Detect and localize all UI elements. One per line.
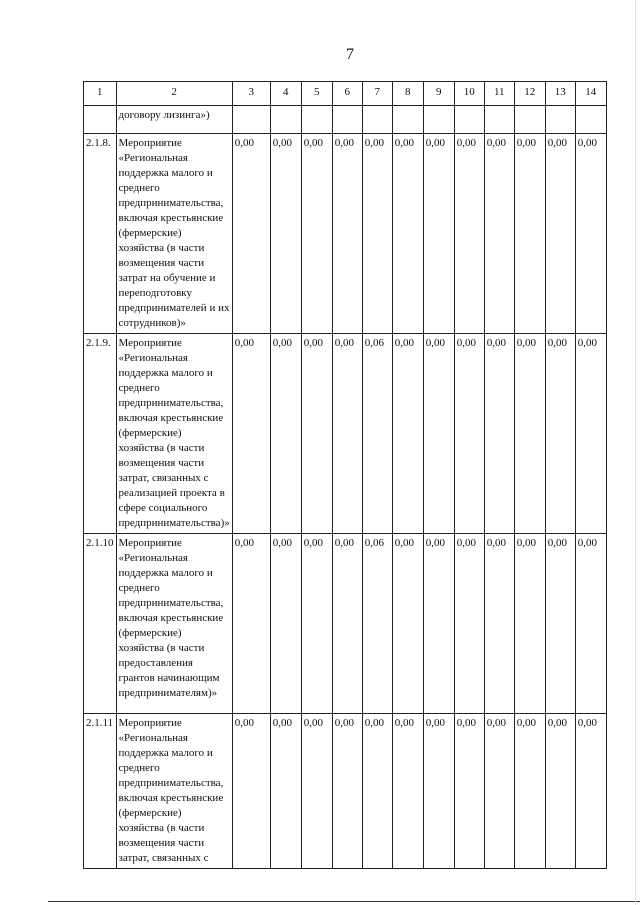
value-cell	[454, 106, 484, 134]
column-header: 12	[514, 82, 545, 106]
table-row	[84, 534, 607, 714]
table-row	[84, 334, 607, 534]
value-cell: 0,00	[301, 334, 332, 534]
table-row	[84, 106, 607, 134]
value-cell: 0,00	[392, 334, 423, 534]
value-cell: 0,00	[270, 714, 301, 869]
value-cell: 0,06	[362, 334, 392, 534]
value-cell	[545, 106, 575, 134]
value-cell	[332, 106, 362, 134]
value-cell: 0,00	[575, 714, 606, 869]
value-cell	[514, 106, 545, 134]
value-cell: 0,00	[423, 134, 454, 334]
row-number: 2.1.10	[84, 534, 117, 714]
column-header: 6	[332, 82, 362, 106]
column-header: 8	[392, 82, 423, 106]
table-row	[84, 714, 607, 869]
column-header: 2	[116, 82, 232, 106]
value-cell: 0,00	[484, 334, 514, 534]
row-number: 2.1.11	[84, 714, 117, 869]
value-cell	[301, 106, 332, 134]
row-description: Мероприятие «Региональная поддержка малого и среднего предпринимательства, включая крестьянские (фермерские) хозяйства (в части возмещения части затрат на обучение и переподготовку предпринимателей и их сотрудников)»	[116, 134, 232, 334]
value-cell: 0,00	[454, 334, 484, 534]
value-cell: 0,00	[270, 534, 301, 714]
value-cell	[484, 106, 514, 134]
value-cell: 0,06	[362, 534, 392, 714]
column-header: 5	[301, 82, 332, 106]
column-header: 9	[423, 82, 454, 106]
value-cell: 0,00	[545, 334, 575, 534]
value-cell: 0,00	[392, 714, 423, 869]
value-cell: 0,00	[575, 134, 606, 334]
column-header: 14	[575, 82, 606, 106]
value-cell: 0,00	[484, 714, 514, 869]
row-description: Мероприятие «Региональная поддержка малого и среднего предпринимательства, включая крестьянские (фермерские) хозяйства (в части возмещения части затрат, связанных с реализацией проекта в сфере социального предпринимательства)»	[116, 334, 232, 534]
column-header: 7	[362, 82, 392, 106]
page-bottom-rule	[48, 901, 640, 902]
value-cell: 0,00	[232, 334, 270, 534]
table-body	[84, 106, 607, 869]
row-number: 2.1.8.	[84, 134, 117, 334]
value-cell: 0,00	[484, 134, 514, 334]
value-cell: 0,00	[423, 534, 454, 714]
value-cell	[423, 106, 454, 134]
value-cell: 0,00	[423, 334, 454, 534]
data-table	[83, 81, 607, 869]
value-cell: 0,00	[270, 334, 301, 534]
row-description: договору лизинга»)	[116, 106, 232, 134]
value-cell: 0,00	[545, 134, 575, 334]
column-header: 11	[484, 82, 514, 106]
value-cell: 0,00	[514, 134, 545, 334]
value-cell: 0,00	[301, 714, 332, 869]
value-cell: 0,00	[332, 334, 362, 534]
value-cell: 0,00	[270, 134, 301, 334]
row-description: Мероприятие «Региональная поддержка малого и среднего предпринимательства, включая крестьянские (фермерские) хозяйства (в части возмещения части затрат, связанных с	[116, 714, 232, 869]
value-cell	[232, 106, 270, 134]
column-header: 1	[84, 82, 117, 106]
row-description: Мероприятие «Региональная поддержка малого и среднего предпринимательства, включая крестьянские (фермерские) хозяйства (в части предоставления грантов начинающим предпринимателям)»	[116, 534, 232, 714]
row-number: 2.1.9.	[84, 334, 117, 534]
value-cell	[270, 106, 301, 134]
column-header: 4	[270, 82, 301, 106]
value-cell: 0,00	[423, 714, 454, 869]
value-cell: 0,00	[514, 714, 545, 869]
scan-edge	[635, 0, 636, 905]
column-header: 10	[454, 82, 484, 106]
row-number	[84, 106, 117, 134]
value-cell	[392, 106, 423, 134]
value-cell: 0,00	[392, 534, 423, 714]
value-cell: 0,00	[545, 534, 575, 714]
header-row	[84, 82, 607, 106]
value-cell: 0,00	[484, 534, 514, 714]
value-cell: 0,00	[332, 134, 362, 334]
column-header: 13	[545, 82, 575, 106]
value-cell	[575, 106, 606, 134]
value-cell: 0,00	[514, 534, 545, 714]
column-header: 3	[232, 82, 270, 106]
page-number: 7	[346, 46, 354, 63]
table-row	[84, 134, 607, 334]
value-cell: 0,00	[232, 714, 270, 869]
value-cell: 0,00	[362, 714, 392, 869]
value-cell: 0,00	[454, 714, 484, 869]
value-cell: 0,00	[454, 534, 484, 714]
value-cell	[362, 106, 392, 134]
value-cell: 0,00	[454, 134, 484, 334]
value-cell: 0,00	[332, 714, 362, 869]
value-cell: 0,00	[232, 134, 270, 334]
value-cell: 0,00	[362, 134, 392, 334]
value-cell: 0,00	[332, 534, 362, 714]
value-cell: 0,00	[575, 334, 606, 534]
value-cell: 0,00	[545, 714, 575, 869]
value-cell: 0,00	[301, 534, 332, 714]
value-cell: 0,00	[575, 534, 606, 714]
value-cell: 0,00	[392, 134, 423, 334]
value-cell: 0,00	[232, 534, 270, 714]
value-cell: 0,00	[301, 134, 332, 334]
value-cell: 0,00	[514, 334, 545, 534]
